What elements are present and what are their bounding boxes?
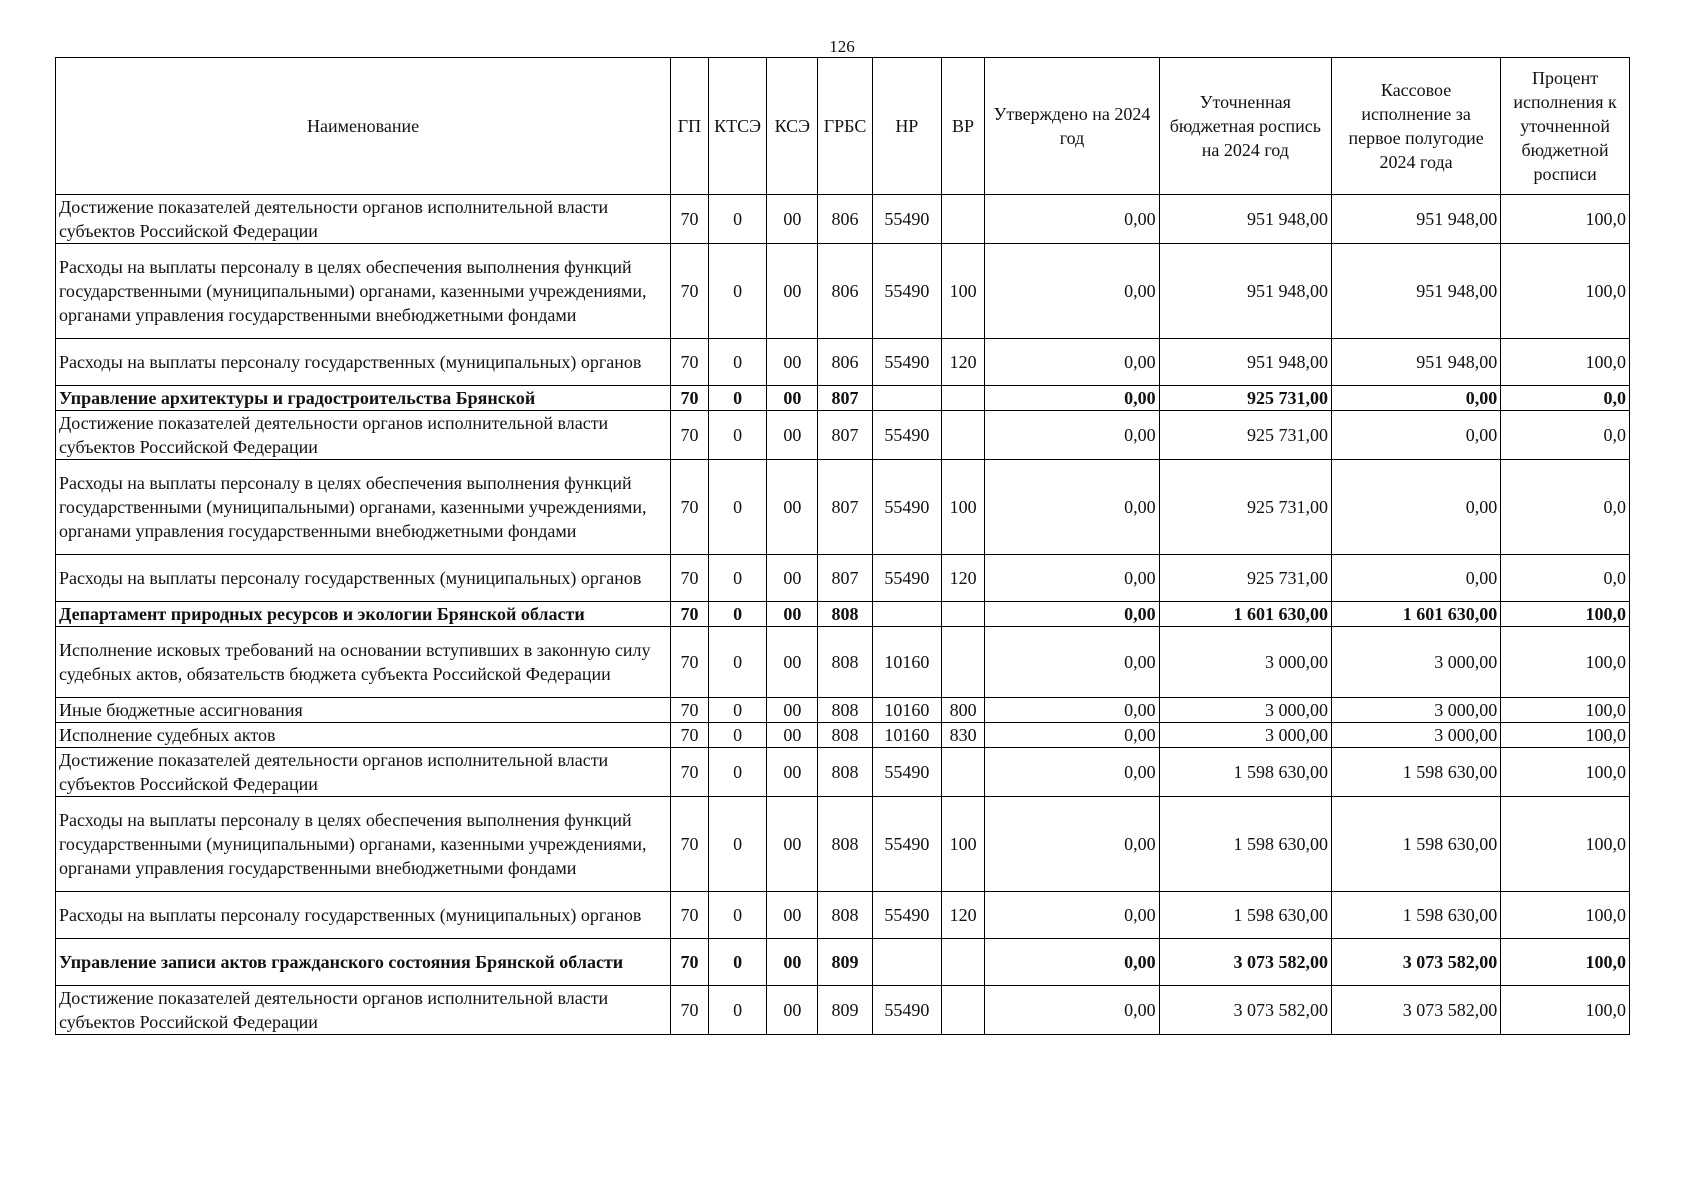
cell-name: Управление записи актов гражданского состояния Брянской области [56,939,671,986]
cell-vr: 100 [941,797,985,892]
cell-vr [941,386,985,411]
table-row [56,460,1630,555]
cell-refined: 3 000,00 [1159,723,1331,748]
cell-name: Исполнение судебных актов [56,723,671,748]
cell-nr: 55490 [872,748,941,797]
cell-approved: 0,00 [985,339,1159,386]
table-row [56,411,1630,460]
cell-ktse: 0 [708,698,767,723]
cell-cash: 1 601 630,00 [1331,602,1500,627]
cell-refined: 1 598 630,00 [1159,892,1331,939]
cell-grbs: 808 [818,723,873,748]
cell-approved: 0,00 [985,602,1159,627]
cell-nr: 10160 [872,723,941,748]
cell-vr: 120 [941,339,985,386]
cell-nr: 55490 [872,339,941,386]
cell-nr: 55490 [872,797,941,892]
cell-nr [872,386,941,411]
cell-vr [941,939,985,986]
cell-percent: 100,0 [1501,698,1630,723]
cell-ktse: 0 [708,939,767,986]
cell-refined: 3 000,00 [1159,698,1331,723]
cell-percent: 0,0 [1501,386,1630,411]
cell-ktse: 0 [708,748,767,797]
cell-cash: 3 000,00 [1331,627,1500,698]
cell-ktse: 0 [708,986,767,1035]
cell-grbs: 808 [818,698,873,723]
cell-cash: 1 598 630,00 [1331,748,1500,797]
cell-name: Расходы на выплаты персоналу в целях обеспечения выполнения функций государственными (муниципальными) органами, казенными учреждениями, органами управления государственными внебюджетными фондами [56,797,671,892]
cell-grbs: 807 [818,555,873,602]
header-percent: Процент исполнения к уточненной бюджетной росписи [1501,58,1630,195]
table-row [56,748,1630,797]
table-row [56,797,1630,892]
cell-ktse: 0 [708,627,767,698]
cell-cash: 3 000,00 [1331,723,1500,748]
cell-refined: 925 731,00 [1159,386,1331,411]
cell-refined: 3 073 582,00 [1159,986,1331,1035]
cell-nr: 55490 [872,892,941,939]
cell-cash: 951 948,00 [1331,195,1500,244]
cell-kse: 00 [767,386,818,411]
cell-name: Расходы на выплаты персоналу государственных (муниципальных) органов [56,555,671,602]
cell-approved: 0,00 [985,386,1159,411]
cell-gp: 70 [671,892,709,939]
cell-percent: 100,0 [1501,892,1630,939]
cell-grbs: 806 [818,195,873,244]
cell-cash: 0,00 [1331,555,1500,602]
cell-refined: 1 598 630,00 [1159,748,1331,797]
cell-vr: 100 [941,244,985,339]
cell-name: Достижение показателей деятельности органов исполнительной власти субъектов Российской Федерации [56,411,671,460]
cell-kse: 00 [767,986,818,1035]
cell-grbs: 807 [818,460,873,555]
cell-kse: 00 [767,797,818,892]
cell-gp: 70 [671,723,709,748]
header-ktse: КТСЭ [708,58,767,195]
cell-approved: 0,00 [985,195,1159,244]
cell-name: Управление архитектуры и градостроительства Брянской [56,386,671,411]
cell-percent: 100,0 [1501,723,1630,748]
cell-percent: 100,0 [1501,939,1630,986]
table-row [56,244,1630,339]
cell-vr: 830 [941,723,985,748]
cell-vr [941,195,985,244]
header-nr: НР [872,58,941,195]
cell-refined: 1 601 630,00 [1159,602,1331,627]
cell-ktse: 0 [708,723,767,748]
cell-kse: 00 [767,411,818,460]
cell-kse: 00 [767,627,818,698]
cell-ktse: 0 [708,460,767,555]
cell-kse: 00 [767,723,818,748]
cell-vr [941,411,985,460]
cell-percent: 0,0 [1501,411,1630,460]
cell-refined: 951 948,00 [1159,195,1331,244]
cell-kse: 00 [767,602,818,627]
cell-grbs: 808 [818,797,873,892]
cell-vr [941,748,985,797]
cell-cash: 3 073 582,00 [1331,939,1500,986]
cell-gp: 70 [671,986,709,1035]
cell-cash: 0,00 [1331,411,1500,460]
header-grbs: ГРБС [818,58,873,195]
cell-kse: 00 [767,748,818,797]
table-row-section [56,386,1630,411]
cell-refined: 925 731,00 [1159,555,1331,602]
cell-refined: 925 731,00 [1159,460,1331,555]
cell-vr [941,602,985,627]
cell-percent: 100,0 [1501,602,1630,627]
cell-vr: 120 [941,892,985,939]
cell-vr: 800 [941,698,985,723]
cell-cash: 1 598 630,00 [1331,892,1500,939]
cell-name: Иные бюджетные ассигнования [56,698,671,723]
cell-percent: 0,0 [1501,555,1630,602]
cell-kse: 00 [767,195,818,244]
table-body [56,195,1630,1035]
cell-vr: 100 [941,460,985,555]
cell-approved: 0,00 [985,411,1159,460]
header-approved: Утверждено на 2024 год [985,58,1159,195]
cell-name: Расходы на выплаты персоналу в целях обеспечения выполнения функций государственными (муниципальными) органами, казенными учреждениями, органами управления государственными внебюджетными фондами [56,244,671,339]
cell-gp: 70 [671,797,709,892]
cell-gp: 70 [671,627,709,698]
cell-grbs: 808 [818,748,873,797]
cell-approved: 0,00 [985,244,1159,339]
cell-gp: 70 [671,460,709,555]
cell-approved: 0,00 [985,892,1159,939]
cell-name: Расходы на выплаты персоналу государственных (муниципальных) органов [56,892,671,939]
table-row [56,627,1630,698]
cell-refined: 3 073 582,00 [1159,939,1331,986]
cell-name: Достижение показателей деятельности органов исполнительной власти субъектов Российской Федерации [56,986,671,1035]
table-row-section [56,939,1630,986]
cell-refined: 1 598 630,00 [1159,797,1331,892]
cell-refined: 951 948,00 [1159,244,1331,339]
cell-nr: 55490 [872,244,941,339]
header-name: Наименование [56,58,671,195]
cell-nr: 55490 [872,460,941,555]
cell-refined: 951 948,00 [1159,339,1331,386]
cell-percent: 100,0 [1501,797,1630,892]
cell-ktse: 0 [708,339,767,386]
cell-gp: 70 [671,339,709,386]
cell-percent: 100,0 [1501,195,1630,244]
cell-approved: 0,00 [985,939,1159,986]
cell-nr: 55490 [872,986,941,1035]
cell-nr [872,939,941,986]
cell-kse: 00 [767,460,818,555]
cell-name: Расходы на выплаты персоналу в целях обеспечения выполнения функций государственными (муниципальными) органами, казенными учреждениями, органами управления государственными внебюджетными фондами [56,460,671,555]
cell-cash: 3 000,00 [1331,698,1500,723]
cell-nr: 55490 [872,195,941,244]
cell-ktse: 0 [708,555,767,602]
cell-cash: 0,00 [1331,386,1500,411]
cell-vr: 120 [941,555,985,602]
cell-grbs: 808 [818,892,873,939]
cell-kse: 00 [767,339,818,386]
cell-refined: 3 000,00 [1159,627,1331,698]
cell-grbs: 807 [818,386,873,411]
cell-gp: 70 [671,386,709,411]
cell-ktse: 0 [708,602,767,627]
cell-grbs: 806 [818,244,873,339]
table-row [56,555,1630,602]
cell-name: Расходы на выплаты персоналу государственных (муниципальных) органов [56,339,671,386]
cell-percent: 100,0 [1501,339,1630,386]
cell-ktse: 0 [708,797,767,892]
cell-nr: 10160 [872,627,941,698]
cell-grbs: 809 [818,939,873,986]
cell-ktse: 0 [708,195,767,244]
cell-percent: 100,0 [1501,627,1630,698]
table-row [56,986,1630,1035]
header-cash: Кассовое исполнение за первое полугодие 2024 года [1331,58,1500,195]
cell-kse: 00 [767,939,818,986]
cell-kse: 00 [767,555,818,602]
cell-name: Достижение показателей деятельности органов исполнительной власти субъектов Российской Федерации [56,195,671,244]
table-row [56,892,1630,939]
budget-execution-table [55,57,1630,1035]
cell-grbs: 809 [818,986,873,1035]
cell-grbs: 807 [818,411,873,460]
cell-name: Достижение показателей деятельности органов исполнительной власти субъектов Российской Федерации [56,748,671,797]
cell-refined: 925 731,00 [1159,411,1331,460]
cell-grbs: 806 [818,339,873,386]
cell-approved: 0,00 [985,698,1159,723]
cell-vr [941,986,985,1035]
cell-nr: 55490 [872,555,941,602]
cell-ktse: 0 [708,244,767,339]
cell-grbs: 808 [818,627,873,698]
cell-gp: 70 [671,411,709,460]
cell-gp: 70 [671,195,709,244]
cell-ktse: 0 [708,386,767,411]
header-gp: ГП [671,58,709,195]
cell-gp: 70 [671,698,709,723]
page-number: 126 [829,37,855,56]
cell-approved: 0,00 [985,748,1159,797]
cell-percent: 100,0 [1501,748,1630,797]
cell-approved: 0,00 [985,986,1159,1035]
cell-gp: 70 [671,602,709,627]
cell-percent: 100,0 [1501,986,1630,1035]
cell-vr [941,627,985,698]
table-row [56,339,1630,386]
table-row [56,195,1630,244]
table-row-section [56,602,1630,627]
cell-ktse: 0 [708,892,767,939]
cell-nr: 55490 [872,411,941,460]
cell-percent: 0,0 [1501,460,1630,555]
cell-approved: 0,00 [985,627,1159,698]
cell-cash: 3 073 582,00 [1331,986,1500,1035]
table-row [56,723,1630,748]
cell-approved: 0,00 [985,555,1159,602]
cell-kse: 00 [767,244,818,339]
cell-nr [872,602,941,627]
cell-gp: 70 [671,555,709,602]
cell-approved: 0,00 [985,460,1159,555]
cell-percent: 100,0 [1501,244,1630,339]
cell-gp: 70 [671,939,709,986]
cell-approved: 0,00 [985,797,1159,892]
cell-cash: 0,00 [1331,460,1500,555]
cell-gp: 70 [671,748,709,797]
cell-cash: 1 598 630,00 [1331,797,1500,892]
cell-name: Исполнение исковых требований на основании вступивших в законную силу судебных актов, обязательств бюджета субъекта Российской Федерации [56,627,671,698]
cell-kse: 00 [767,698,818,723]
header-vr: ВР [941,58,985,195]
header-refined: Уточненная бюджетная роспись на 2024 год [1159,58,1331,195]
cell-gp: 70 [671,244,709,339]
table-header [56,58,1630,195]
cell-approved: 0,00 [985,723,1159,748]
cell-nr: 10160 [872,698,941,723]
cell-kse: 00 [767,892,818,939]
cell-cash: 951 948,00 [1331,339,1500,386]
cell-name: Департамент природных ресурсов и экологии Брянской области [56,602,671,627]
table-row [56,698,1630,723]
cell-cash: 951 948,00 [1331,244,1500,339]
cell-ktse: 0 [708,411,767,460]
header-kse: КСЭ [767,58,818,195]
cell-grbs: 808 [818,602,873,627]
